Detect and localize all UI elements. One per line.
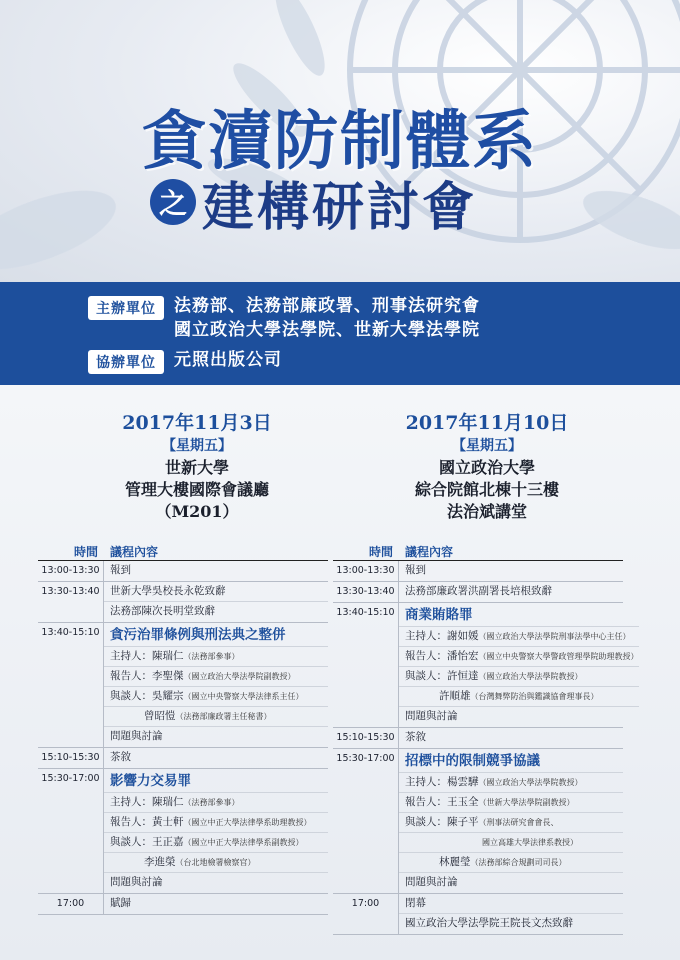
agenda-row bbox=[38, 582, 328, 623]
agenda-line bbox=[399, 728, 623, 748]
day1-date: 2017年11月3日 bbox=[122, 412, 272, 434]
agenda-row bbox=[333, 728, 623, 749]
agenda-header-content: 議程內容 bbox=[405, 545, 454, 559]
agenda-line-note: （世新大學法學院副教授） bbox=[478, 798, 575, 807]
agenda-content bbox=[399, 603, 639, 727]
host-line-2: 國立政治大學法學院、世新大學法學院 bbox=[174, 320, 480, 340]
agenda-row bbox=[38, 748, 328, 769]
subtitle-text: 建構研討會 bbox=[202, 177, 478, 238]
agenda-line bbox=[104, 813, 328, 833]
agenda-line bbox=[399, 894, 623, 914]
agenda-content bbox=[104, 561, 328, 581]
agenda-line-text: 法務部陳次長明堂致辭 bbox=[110, 605, 215, 617]
agenda-line bbox=[399, 667, 639, 687]
agenda-line bbox=[399, 687, 639, 707]
agenda-line bbox=[399, 873, 623, 893]
agenda-time: 15:10-15:30 bbox=[333, 728, 399, 748]
day2-venue-line-3: 法治斌講堂 bbox=[446, 502, 527, 521]
agenda-row bbox=[333, 582, 623, 603]
agenda-header-time: 時間 bbox=[368, 545, 393, 559]
agenda-line-text: 招標中的限制競爭協議 bbox=[405, 753, 540, 769]
agenda-line-note: （國立政治大學法學院教授） bbox=[478, 672, 583, 681]
agenda-line bbox=[399, 914, 623, 934]
agenda-line-text: 報告人：黃士軒 bbox=[110, 816, 184, 828]
agenda-content bbox=[399, 894, 623, 934]
day2-agenda-table bbox=[333, 543, 639, 935]
agenda-line bbox=[399, 813, 623, 833]
agenda-line-note: （法務部參事） bbox=[183, 652, 240, 661]
agenda-line bbox=[399, 793, 623, 813]
day2-weekday: 【星期五】 bbox=[452, 438, 522, 454]
agenda-line bbox=[104, 667, 328, 687]
header-banner bbox=[0, 0, 680, 282]
agenda-line-note: （法務部參事） bbox=[183, 798, 240, 807]
agenda-line-note: （國立中央警察大學警政管理學院助理教授） bbox=[478, 652, 639, 661]
agenda-line bbox=[104, 853, 328, 873]
co-organizers bbox=[88, 348, 282, 374]
agenda-time: 13:30-13:40 bbox=[333, 582, 399, 602]
day2-venue-line-1: 國立政治大學 bbox=[438, 458, 535, 477]
agenda-line-text: 報到 bbox=[405, 564, 426, 576]
agenda-line-note: （法務部廉政署主任秘書） bbox=[175, 712, 272, 721]
agenda-row bbox=[333, 749, 623, 894]
agenda-line bbox=[399, 561, 623, 581]
agenda-line-note: 國立高雄大學法律系教授） bbox=[482, 838, 578, 847]
day1-venue-line-2: 管理大樓國際會議廳 bbox=[124, 480, 269, 499]
agenda-content bbox=[399, 728, 623, 748]
agenda-line-text: 主持人：陳瑞仁 bbox=[110, 796, 184, 808]
agenda-line-text: 世新大學吳校長永乾致辭 bbox=[110, 585, 226, 597]
agenda-line-text: 茶敘 bbox=[110, 751, 131, 763]
session-topic bbox=[399, 749, 623, 773]
agenda-line bbox=[104, 793, 328, 813]
agenda-content bbox=[104, 748, 328, 768]
day1-weekday: 【星期五】 bbox=[162, 438, 232, 454]
agenda-content bbox=[399, 561, 623, 581]
agenda-line-text: 法務部廉政署洪副署長培根致辭 bbox=[405, 585, 552, 597]
agenda-line-note: （國立中央警察大學法律系主任） bbox=[183, 692, 304, 701]
agenda-line-note: （台北地檢署檢察官） bbox=[175, 858, 256, 867]
agenda-line bbox=[399, 647, 639, 667]
agenda-line-note: （國立政治大學法學院教授） bbox=[478, 778, 583, 787]
agenda-row bbox=[333, 561, 623, 582]
agenda-row bbox=[38, 894, 328, 915]
agenda-time: 15:10-15:30 bbox=[38, 748, 104, 768]
agenda-line-text: 賦歸 bbox=[110, 897, 131, 909]
agenda-content bbox=[399, 582, 623, 602]
agenda-time: 13:40-15:10 bbox=[333, 603, 399, 727]
agenda-line-note: （國立中正大學法律學系副教授） bbox=[183, 838, 304, 847]
agenda-line-text: 問題與討論 bbox=[110, 730, 163, 742]
agenda-time: 13:00-13:30 bbox=[38, 561, 104, 581]
agenda-line bbox=[399, 853, 623, 873]
agenda-line-text: 報告人：王玉全 bbox=[405, 796, 479, 808]
agenda-time: 13:30-13:40 bbox=[38, 582, 104, 622]
agenda-line bbox=[104, 647, 328, 667]
agenda-line bbox=[104, 894, 328, 914]
host-organizers bbox=[88, 294, 480, 342]
agenda-time: 13:40-15:10 bbox=[38, 623, 104, 747]
co-line-1: 元照出版公司 bbox=[174, 350, 282, 370]
session-topic bbox=[104, 769, 328, 793]
agenda-line-text: 問題與討論 bbox=[405, 710, 458, 722]
agenda-line-text: 國立政治大學法學院王院長文杰致辭 bbox=[405, 917, 573, 929]
agenda-content bbox=[104, 582, 328, 622]
agenda-row bbox=[38, 769, 328, 894]
agenda-line-text: 貪污治罪條例與刑法典之整併 bbox=[110, 627, 286, 643]
day1-agenda-table bbox=[38, 543, 328, 915]
co-label: 協辦單位 bbox=[88, 350, 164, 374]
agenda-header bbox=[38, 543, 328, 561]
organizer-band bbox=[0, 282, 680, 385]
agenda-row bbox=[38, 561, 328, 582]
agenda-line-text: 李進榮 bbox=[144, 856, 176, 868]
agenda-line-text: 報告人：李聖傑 bbox=[110, 670, 184, 682]
agenda-line-text: 報到 bbox=[110, 564, 131, 576]
agenda-line bbox=[399, 773, 623, 793]
agenda-line bbox=[104, 748, 328, 768]
agenda-line-text: 曾昭愷 bbox=[144, 710, 176, 722]
day2-date: 2017年11月10日 bbox=[405, 412, 569, 434]
agenda-line bbox=[104, 833, 328, 853]
agenda-line-text: 閉幕 bbox=[405, 897, 426, 909]
agenda-line-text: 與談人：許恒達 bbox=[405, 670, 479, 682]
agenda-line-note: （台灣舞弊防治與鑑識協會理事長） bbox=[470, 692, 599, 701]
agenda-header bbox=[333, 543, 623, 561]
main-title: 貪瀆防制體系 bbox=[142, 105, 538, 179]
agenda-row bbox=[38, 623, 328, 748]
agenda-time: 15:30-17:00 bbox=[38, 769, 104, 893]
agenda-line-text: 報告人：潘怡宏 bbox=[405, 650, 479, 662]
agenda-content bbox=[399, 749, 623, 893]
agenda-row bbox=[333, 894, 623, 935]
agenda-line-text: 問題與討論 bbox=[110, 876, 163, 888]
agenda-line bbox=[399, 707, 639, 727]
day2-venue bbox=[362, 408, 612, 523]
agenda-header-content: 議程內容 bbox=[110, 545, 159, 559]
subtitle bbox=[150, 172, 478, 238]
agenda-line bbox=[104, 602, 328, 622]
agenda-line bbox=[104, 873, 328, 893]
agenda-line bbox=[104, 582, 328, 602]
agenda-content bbox=[104, 623, 328, 747]
host-label: 主辦單位 bbox=[88, 296, 164, 320]
agenda-line bbox=[104, 707, 328, 727]
agenda-time: 15:30-17:00 bbox=[333, 749, 399, 893]
agenda-line-text: 主持人：楊雲驊 bbox=[405, 776, 479, 788]
agenda-line-note: （國立政治大學法學院刑事法學中心主任） bbox=[478, 632, 631, 641]
agenda-line-note: （法務部綜合規劃司司長） bbox=[470, 858, 567, 867]
agenda-line bbox=[104, 561, 328, 581]
agenda-header-time: 時間 bbox=[73, 545, 98, 559]
agenda-content bbox=[104, 894, 328, 914]
zhi-badge: 之 bbox=[150, 179, 196, 225]
agenda-time: 17:00 bbox=[333, 894, 399, 934]
agenda-line bbox=[104, 687, 328, 707]
agenda-time: 17:00 bbox=[38, 894, 104, 914]
agenda-line-text: 主持人：謝如媛 bbox=[405, 630, 479, 642]
agenda-line-text: 與談人：王正嘉 bbox=[110, 836, 184, 848]
agenda-line-text: 主持人：陳瑞仁 bbox=[110, 650, 184, 662]
day1-venue bbox=[72, 408, 322, 523]
agenda-line-text: 許順雄 bbox=[439, 690, 471, 702]
agenda-line bbox=[104, 727, 328, 747]
agenda-line-text: 問題與討論 bbox=[405, 876, 458, 888]
agenda-line bbox=[399, 582, 623, 602]
day1-venue-line-3: （M201） bbox=[155, 502, 239, 521]
session-topic bbox=[104, 623, 328, 647]
day2-venue-line-2: 綜合院館北棟十三樓 bbox=[414, 480, 559, 499]
session-topic bbox=[399, 603, 639, 627]
day1-venue-line-1: 世新大學 bbox=[164, 458, 229, 477]
agenda-line-text: 商業賄賂罪 bbox=[405, 607, 473, 623]
agenda-line-text: 茶敘 bbox=[405, 731, 426, 743]
host-line-1: 法務部、法務部廉政署、刑事法研究會 bbox=[174, 296, 480, 316]
agenda-line bbox=[399, 627, 639, 647]
agenda-line bbox=[399, 833, 623, 853]
agenda-line-note: （刑事法研究會會長、 bbox=[478, 818, 559, 827]
agenda-line-note: （國立政治大學法學院副教授） bbox=[183, 672, 296, 681]
agenda-line-text: 林麗瑩 bbox=[439, 856, 471, 868]
agenda-line-note: （國立中正大學法律學系助理教授） bbox=[183, 818, 312, 827]
agenda-content bbox=[104, 769, 328, 893]
agenda-line-text: 影響力交易罪 bbox=[110, 773, 191, 789]
agenda-row bbox=[333, 603, 639, 728]
agenda-line-text: 與談人：吳耀宗 bbox=[110, 690, 184, 702]
agenda-line-text: 與談人：陳子平 bbox=[405, 816, 479, 828]
agenda-time: 13:00-13:30 bbox=[333, 561, 399, 581]
